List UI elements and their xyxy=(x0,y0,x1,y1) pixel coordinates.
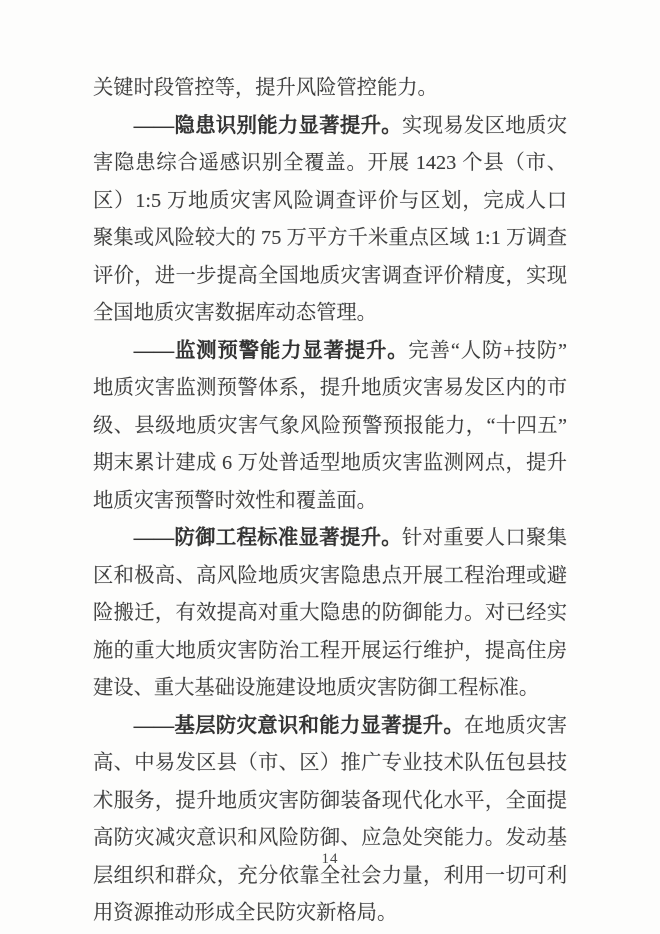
paragraph-lead: ——监测预警能力显著提升。 xyxy=(133,339,409,362)
paragraph-body: 在地质灾害高、中易发区县（市、区）推广专业技术队伍包县技术服务，提升地质灾害防御装备现代化水平，全面提高防灾减灾意识和风险防御、应急处突能力。发动基层组织和群众，充分依靠全社会力量，利用一切可利用资源推动形成全民防灾新格局。 xyxy=(93,714,567,924)
paragraph-lead: ——防御工程标准显著提升。 xyxy=(133,527,402,549)
paragraph xyxy=(93,333,567,521)
paragraph xyxy=(93,70,567,108)
paragraph-body: 针对重要人口聚集区和极高、高风险地质灾害隐患点开展工程治理或避险搬迁，有效提高对重大隐患的防御能力。对已经实施的重大地质灾害防治工程开展运行维护，提高住房建设、重大基础设施建设地质灾害防御工程标准。 xyxy=(93,527,567,699)
paragraph-body: 完善“人防+技防”地质灾害监测预警体系，提升地质灾害易发区内的市级、县级地质灾害气象风险预警预报能力，“十四五”期末累计建成 6 万处普适型地质灾害监测网点，提升地质灾害预警时效性和覆盖面。 xyxy=(93,339,567,512)
paragraph xyxy=(93,708,567,933)
paragraph xyxy=(93,520,567,708)
paragraph-lead: ——基层防灾意识和能力显著提升。 xyxy=(133,714,464,737)
paragraph-body: 关键时段管控等，提升风险管控能力。 xyxy=(93,77,438,99)
paragraph-lead: ——隐患识别能力显著提升。 xyxy=(133,114,402,137)
paragraph xyxy=(93,108,567,333)
paragraph-body: 实现易发区地质灾害隐患综合遥感识别全覆盖。开展 1423 个县（市、区）1:5 万地质灾害风险调查评价与区划，完成人口聚集或风险较大的 75 万平方千米重点区域 1:1 万调查评价，进一步提高全国地质灾害调查评价精度，实现全国地质灾害数据库动态管理。 xyxy=(93,114,567,324)
page-number: 14 xyxy=(321,851,339,867)
page-content xyxy=(93,70,567,933)
